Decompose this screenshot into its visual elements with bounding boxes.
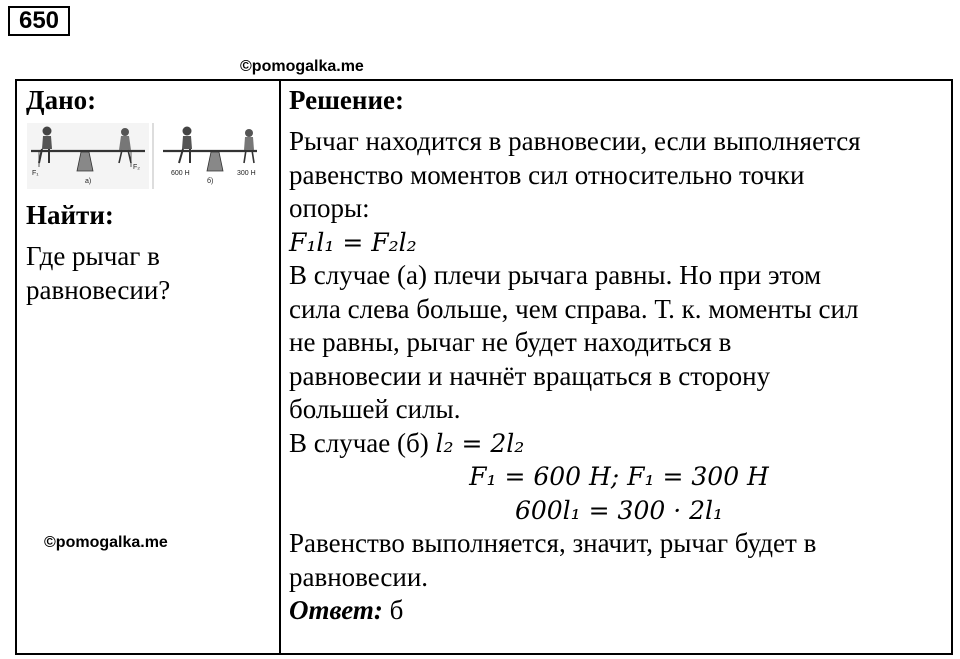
- solution-line: опоры:: [289, 193, 370, 223]
- figure-b: [153, 123, 257, 189]
- solution-table: [15, 79, 953, 655]
- answer-value: б: [389, 595, 404, 625]
- solution-body: [289, 125, 949, 628]
- solution-line: Равенство выполняется, значит, рычаг будет в: [289, 528, 817, 558]
- figure-a-force-right: F₂: [133, 164, 140, 171]
- find-heading: Найти:: [26, 200, 114, 230]
- given-heading: Дано:: [26, 85, 97, 115]
- solution-line: не равны, рычаг не будет находиться в: [289, 327, 732, 357]
- figure-a: [27, 123, 149, 189]
- figure-a-caption: а): [85, 178, 92, 185]
- solution-line: В случае (а) плечи рычага равны. Но при этом: [289, 260, 822, 290]
- figure-b-force-right: 300 Н: [237, 170, 256, 177]
- figure-b-caption: б): [207, 178, 214, 185]
- figure-a-force-left: F₁: [32, 170, 39, 177]
- watermark-bottom: ©pomogalka.me: [44, 534, 168, 551]
- solution-line: большей силы.: [289, 394, 461, 424]
- solution-line: Рычаг находится в равновесии, если выполняется: [289, 126, 861, 156]
- solution-line: равновесии и начнёт вращаться в сторону: [289, 360, 771, 391]
- answer-label: Ответ:: [289, 595, 383, 625]
- solution-heading: Решение:: [289, 85, 404, 115]
- find-question: Где рычаг в равновесии?: [26, 241, 171, 305]
- watermark-top: ©pomogalka.me: [240, 58, 364, 75]
- column-divider: [279, 81, 281, 653]
- moments-formula: 600l₁ = 300 · 2l₁: [514, 495, 724, 525]
- problem-number: 650: [8, 6, 70, 36]
- solution-line: сила слева больше, чем справа. Т. к. моменты сил: [289, 293, 859, 324]
- solution-line: равенство моментов сил относительно точки: [289, 159, 805, 190]
- figure-b-force-left: 600 Н: [171, 170, 190, 177]
- case-b-formula: l₂ = 2l₂: [435, 428, 525, 458]
- answer-line: [289, 594, 949, 628]
- forces-formula: F₁ = 600 Н; F₁ = 300 Н: [469, 462, 769, 491]
- case-b-line: [289, 427, 949, 461]
- case-b-prefix: В случае (б): [289, 427, 429, 458]
- moment-equation: F₁l₁ = F₂l₂: [289, 227, 417, 257]
- solution-line: равновесии.: [289, 561, 429, 592]
- lever-figures: [27, 123, 259, 189]
